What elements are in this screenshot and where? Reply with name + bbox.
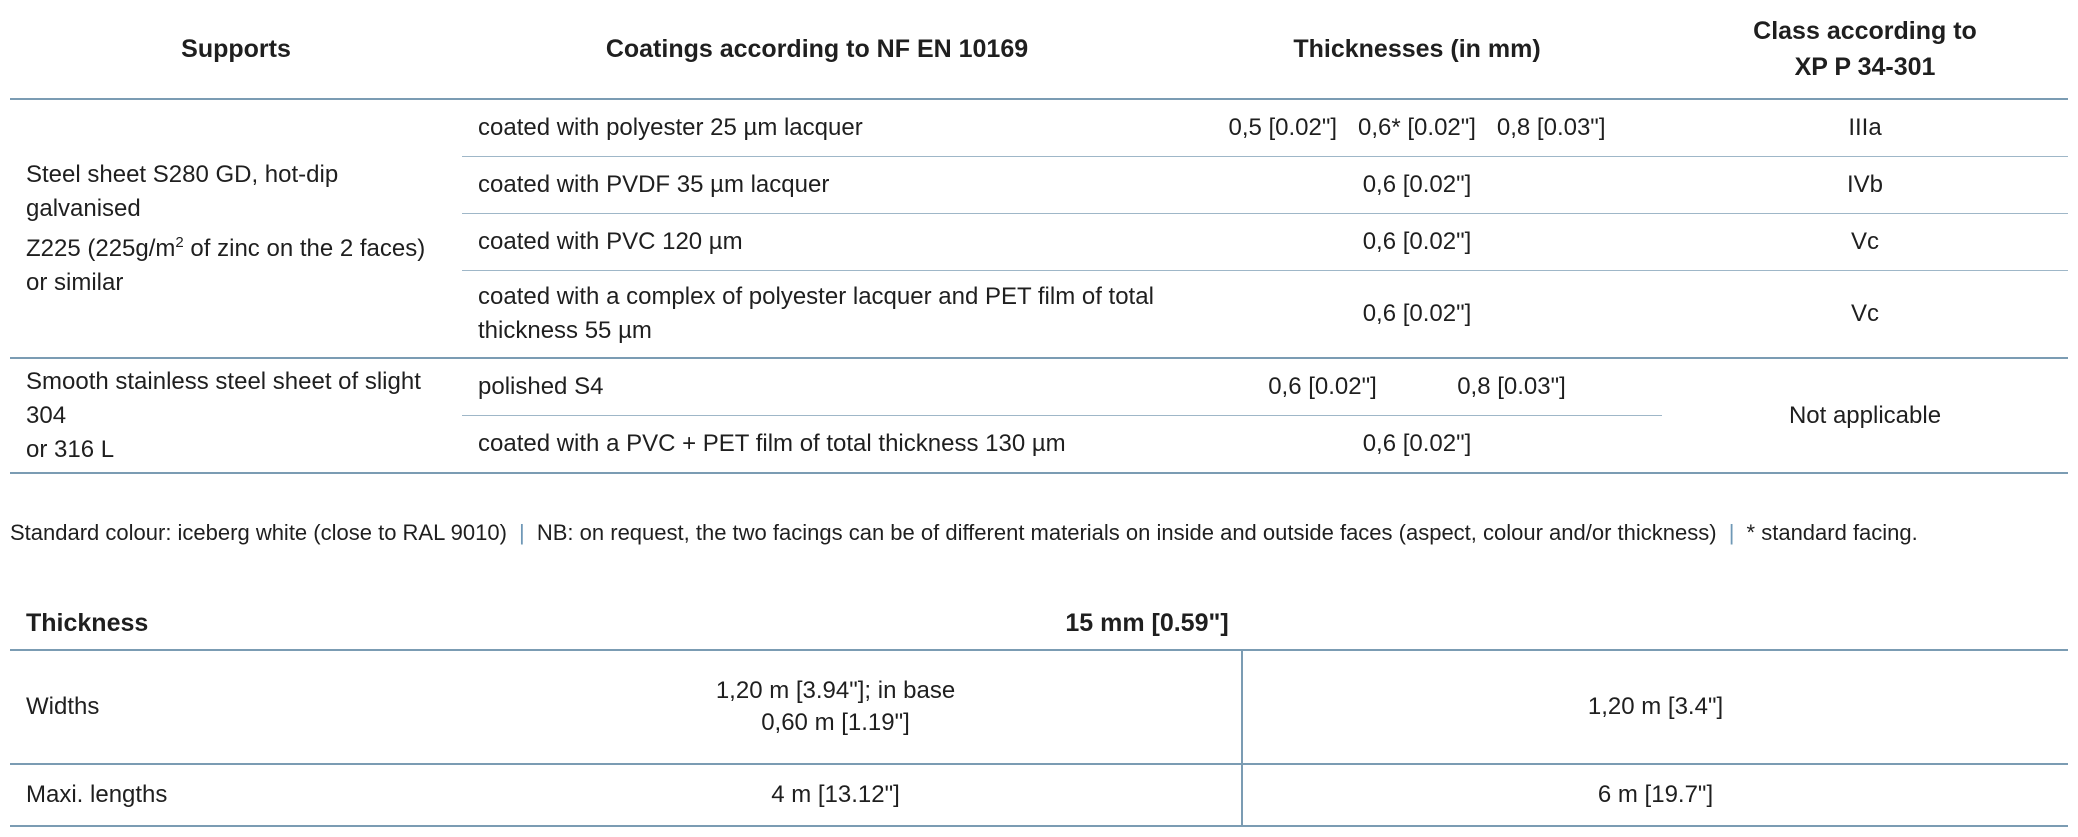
table-row: [10, 358, 2068, 416]
note-nb: NB: on request, the two facings can be of different materials on inside and outside faces (aspect, colour and/or thickness): [536, 520, 1717, 545]
support-steel-galvanised: Steel sheet S280 GD, hot-dip galvanised Z225 ($225g/m^2$ of zinc on the 2 faces) or similar: [10, 99, 462, 358]
thickness-cell: 0,5 [0.02"] 0,6* [0.02"] 0,8 [0.03"]: [1172, 99, 1662, 157]
coatings-table-header: [10, 0, 2068, 99]
coating-cell: coated with PVDF 35 µm lacquer: [462, 157, 1172, 214]
header-coatings: Coatings according to NF EN 10169: [605, 35, 1029, 63]
thickness-cell: 0,6 [0.02"]: [1172, 214, 1662, 271]
table-row: [10, 650, 2068, 764]
coating-cell: coated with polyester 25 µm lacquer: [462, 99, 1172, 157]
note-standard-colour: Standard colour: iceberg white (close to RAL 9010): [10, 520, 507, 545]
thickness-cell: 0,6 [0.02"]: [1172, 271, 1662, 359]
widths-col2: 1,20 m [3.4"]: [1242, 650, 2068, 764]
lengths-col1: 4 m [13.12"]: [430, 764, 1242, 826]
coating-cell: coated with a PVC + PET film of total thickness 130 µm: [462, 416, 1172, 474]
lengths-label: Maxi. lengths: [10, 764, 430, 826]
coating-cell: coated with a complex of polyester lacquer and PET film of total thickness 55 µm: [462, 271, 1172, 359]
header-supports: Supports: [181, 35, 291, 63]
thickness-cell: 0,6 [0.02"]: [1172, 416, 1662, 474]
header-class-line2: XP P 34-301: [1794, 53, 1936, 81]
header-thicknesses: Thicknesses (in mm): [1293, 35, 1541, 63]
notes-footnote: [10, 518, 2068, 548]
note-separator: |: [519, 520, 525, 545]
thickness-value: 15 mm [0.59"]: [430, 597, 2068, 650]
thickness-label: Thickness: [10, 597, 430, 650]
support-stainless-steel: Smooth stainless steel sheet of slight 304 or 316 L: [10, 358, 462, 473]
class-cell: Vc: [1662, 271, 2068, 359]
widths-col1: 1,20 m [3.94"]; in base 0,60 m [1.19"]: [430, 650, 1242, 764]
coatings-table: [10, 0, 2068, 474]
header-class-line1: Class according to: [1753, 17, 1977, 45]
dimensions-header-row: [10, 597, 2068, 650]
note-standard-facing: * standard facing.: [1746, 520, 1918, 545]
widths-label: Widths: [10, 650, 430, 764]
table-row: [10, 764, 2068, 826]
coating-cell: coated with PVC 120 µm: [462, 214, 1172, 271]
thickness-cell: 0,6 [0.02"] 0,8 [0.03"]: [1172, 358, 1662, 416]
class-cell: Not applicable: [1662, 358, 2068, 473]
class-cell: Vc: [1662, 214, 2068, 271]
header-class: [1662, 0, 2068, 99]
note-separator: |: [1728, 520, 1735, 545]
thickness-cell: 0,6 [0.02"]: [1172, 157, 1662, 214]
dimensions-table: [10, 597, 2068, 827]
table-row: [10, 99, 2068, 157]
coating-cell: polished S4: [462, 358, 1172, 416]
class-cell: IVb: [1662, 157, 2068, 214]
class-cell: IIIa: [1662, 99, 2068, 157]
lengths-col2: 6 m [19.7"]: [1242, 764, 2068, 826]
